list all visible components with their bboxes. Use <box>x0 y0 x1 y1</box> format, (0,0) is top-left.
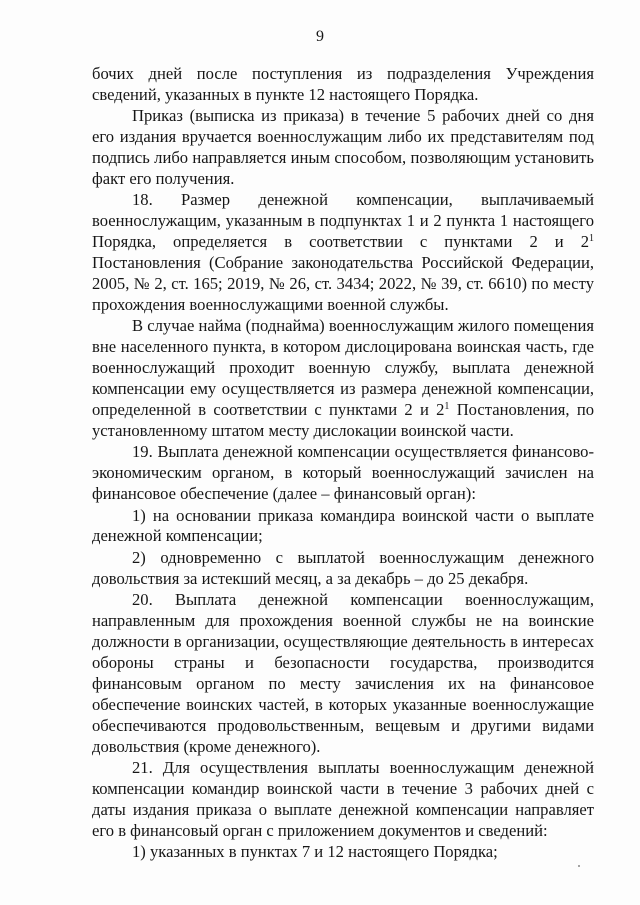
paragraph-rental-case-text: В случае найма (поднайма) военнослужащим жилого помещения вне населенного пункта, в котором дислоцирована воинская часть, где военнослужащий проходит военную службу, выплата денежной компенсации ему осуществляется из размера денежной компенсации, определенной в соответствии с пунктами 2 и 2 <box>92 316 594 419</box>
superscript: 1 <box>589 233 594 245</box>
paragraph-item-19: 19. Выплата денежной компенсации осуществляется финансово-экономическим органом, в который военнослужащий зачислен на финансовое обеспечение (далее – финансовый орган): <box>92 442 594 504</box>
paragraph-item-21: 21. Для осуществления выплаты военнослужащим денежной компенсации командир воинской части в течение 3 рабочих дней с даты издания приказа о выплате денежной компенсации направляет его в финансовый орган с приложением документов и сведений: <box>92 757 594 840</box>
paragraph-item-19-1: 1) на основании приказа командира воинской части о выплате денежной компенсации; <box>92 505 594 546</box>
paragraph-item-18-tail: Постановления (Собрание законодательства Российской Федерации, 2005, № 2, ст. 165; 2019, № 26, ст. 3434; 2022, № 39, ст. 6610) по месту прохождения военнослужащими военной службы. <box>92 253 594 314</box>
scan-dot <box>578 865 580 867</box>
paragraph-item-18 <box>92 190 594 315</box>
paragraph-rental-case-tail: Постановления, по установленному штатом месту дислокации воинской части. <box>92 400 595 440</box>
document-body <box>92 64 594 863</box>
paragraph-item-19-2: 2) одновременно с выплатой военнослужащим денежного довольствия за истекший месяц, а за декабрь – до 25 декабря. <box>92 547 594 588</box>
paragraph-item-18-text: 18. Размер денежной компенсации, выплачиваемый военнослужащим, указанным в подпунктах 1 и 2 пункта 1 настоящего Порядка, определяется в соответствии с пунктами 2 и 2 <box>92 190 594 252</box>
paragraph-item-21-1: 1) указанных в пунктах 7 и 12 настоящего Порядка; <box>132 842 498 862</box>
paragraph-continuation: бочих дней после поступления из подразделения Учреждения сведений, указанных в пункте 12 настоящего Порядка. <box>92 64 594 104</box>
page-number: 9 <box>316 28 324 45</box>
paragraph-item-20: 20. Выплата денежной компенсации военнослужащим, направленным для прохождения военной службы не на воинские должности в организации, осуществляющие деятельность в интересах обороны страны и безопасности государства, производится финансовым органом по месту зачисления их на финансовое обеспечение воинских частей, в которых указанные военнослужащие обеспечиваются продовольственным, вещевым и другими видами довольствия (кроме денежного). <box>92 590 594 756</box>
superscript: 1 <box>444 401 450 412</box>
paragraph-rental-case <box>92 316 594 441</box>
paragraph-order-delivery: Приказ (выписка из приказа) в течение 5 рабочих дней со дня его издания вручается военнослужащим либо их представителям под подпись либо направляется иным способом, позволяющим установить факт его получения. <box>92 106 594 189</box>
